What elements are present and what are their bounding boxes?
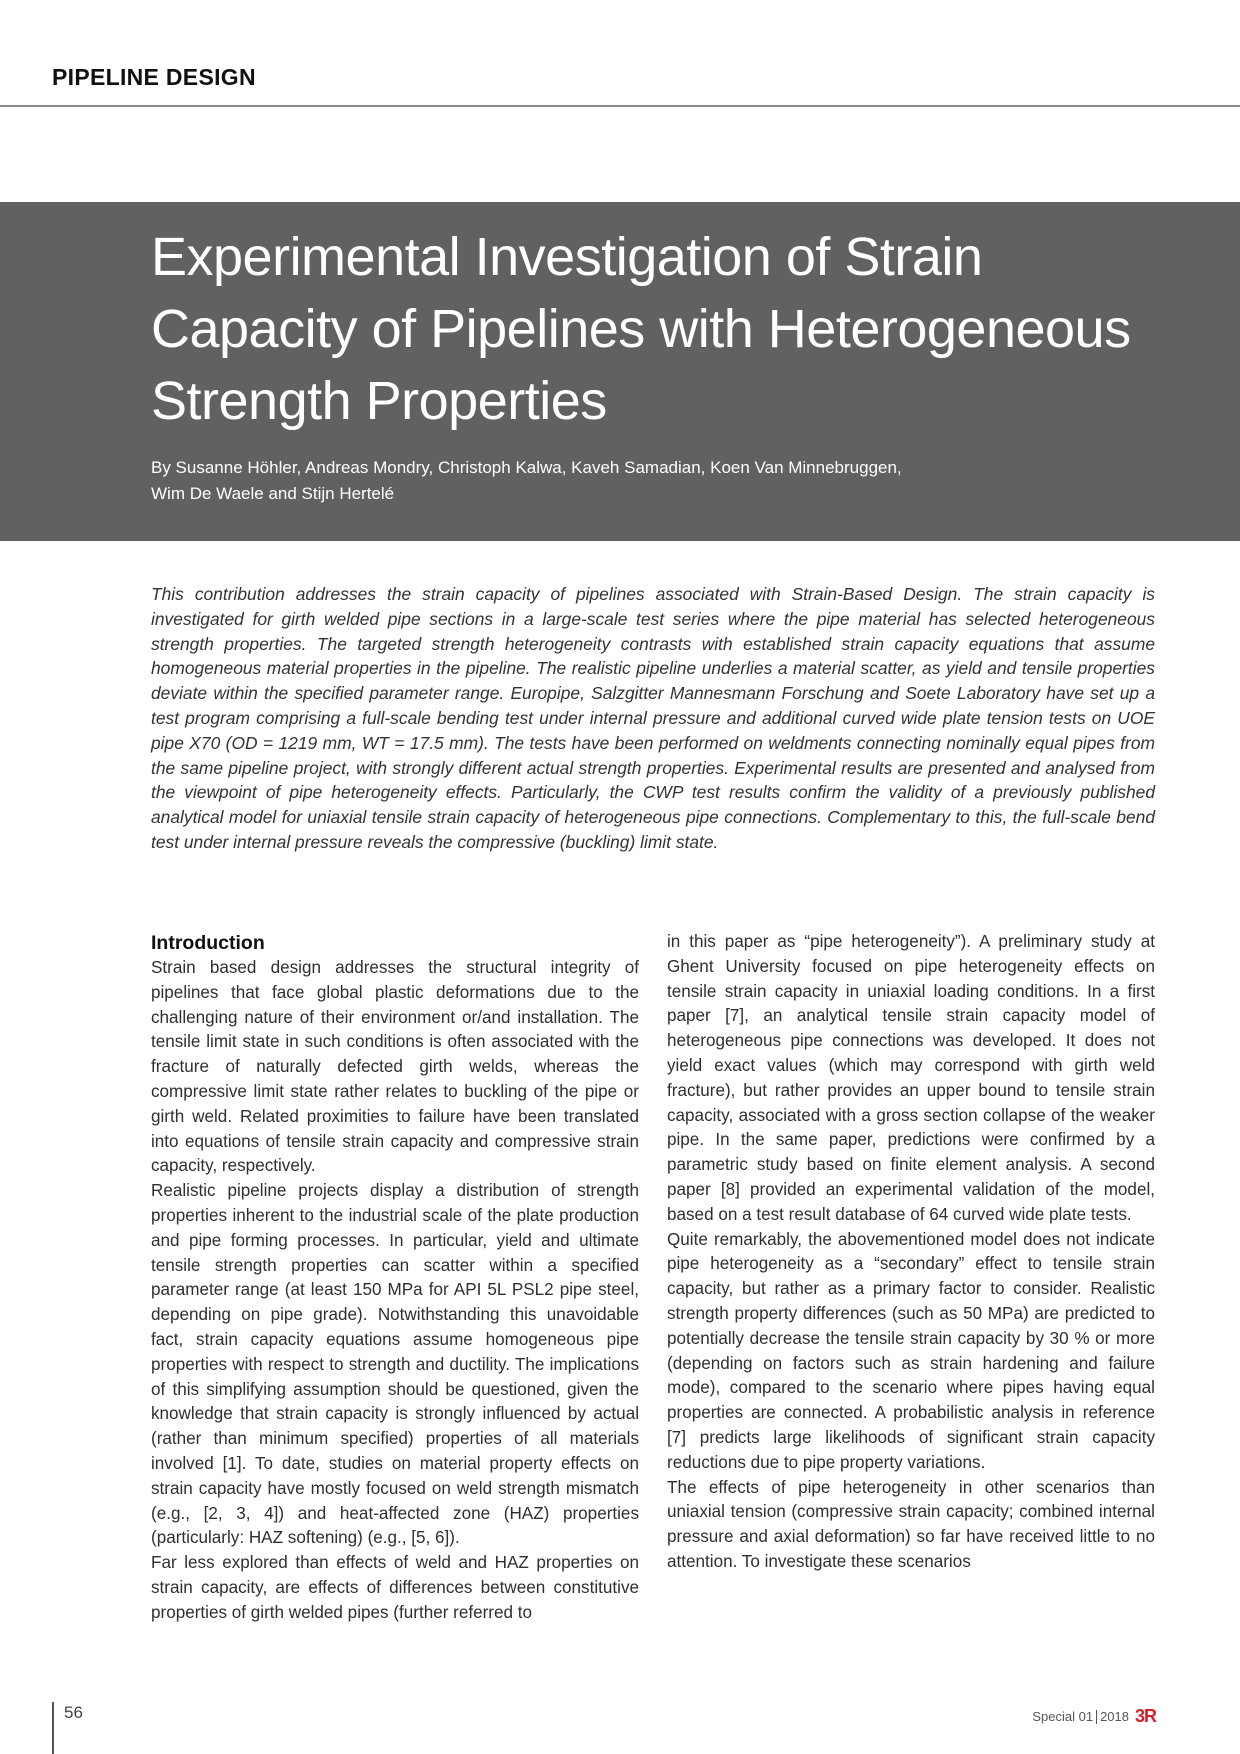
- issue-info: [1032, 1706, 1156, 1727]
- author-line: By Susanne Höhler, Andreas Mondry, Christoph Kalwa, Kaveh Samadian, Koen Van Minnebruggen,: [151, 458, 902, 477]
- title-line: Capacity of Pipelines with Heterogeneous: [151, 299, 1131, 359]
- author-line: Wim De Waele and Stijn Hertelé: [151, 484, 395, 503]
- page-number: 56: [64, 1703, 83, 1722]
- article-title: [151, 221, 1151, 437]
- issue-year: 2018: [1100, 1709, 1129, 1724]
- header-divider: [0, 105, 1240, 107]
- left-column: [151, 930, 639, 1626]
- issue-separator: [1096, 1710, 1097, 1724]
- right-column: [667, 930, 1155, 1575]
- author-list: [151, 455, 1111, 507]
- title-line: Strength Properties: [151, 371, 607, 431]
- body-paragraph: in this paper as “pipe heterogeneity”). A preliminary study at Ghent University focused on pipe heterogeneity effects on tensile strain capacity in uniaxial loading conditions. In a first paper [7], an analytical tensile strain capacity model of heterogeneous pipe connections was developed. It does not yield exact values (which may correspond with girth weld fracture), but rather provides an upper bound to tensile strain capacity, associated with a gross section collapse of the weaker pipe. In the same paper, predictions were confirmed by a parametric study based on finite element analysis. A second paper [8] provided an experimental validation of the model, based on a test result database of 64 curved wide plate tests.: [667, 932, 1155, 1224]
- body-paragraph: Strain based design addresses the structural integrity of pipelines that face global plastic deformations due to the challenging nature of their environment or/and installation. The tensile limit state in such conditions is often associated with the fracture of naturally defected girth welds, whereas the compressive limit state rather relates to buckling of the pipe or girth weld. Related proximities to failure have been translated into equations of tensile strain capacity and compressive strain capacity, respectively.: [151, 958, 639, 1176]
- abstract: This contribution addresses the strain capacity of pipelines associated with Strain-Based Design. The strain capacity is investigated for girth welded pipe sections in a large-scale test series where the pipe material has selected heterogeneous strength properties. The targeted strength heterogeneity contrasts with established strain capacity equations that assume homogeneous material properties in the pipeline. The realistic pipeline underlies a material scatter, as yield and tensile properties deviate within the specified parameter range. Europipe, Salzgitter Mannesmann Forschung and Soete Laboratory have set up a test program comprising a full-scale bending test under internal pressure and additional curved wide plate tension tests on UOE pipe X70 (OD = 1219 mm, WT = 17.5 mm). The tests have been performed on weldments connecting nominally equal pipes from the same pipeline project, with strongly different actual strength properties. Experimental results are presented and analysed from the viewpoint of pipe heterogeneity effects. Particularly, the CWP test results confirm the validity of a previously published analytical model for uniaxial tensile strain capacity of heterogeneous pipe connections. Complementary to this, the full-scale bend test under internal pressure reveals the compressive (buckling) limit state.: [151, 584, 1155, 852]
- publisher-logo: 3R: [1134, 1706, 1156, 1726]
- body-paragraph: Far less explored than effects of weld and HAZ properties on strain capacity, are effects of differences between constitutive properties of girth welded pipes (further referred to: [151, 1553, 639, 1622]
- footer-divider: [52, 1702, 54, 1754]
- section-label: PIPELINE DESIGN: [52, 64, 256, 90]
- body-paragraph: Quite remarkably, the abovementioned model does not indicate pipe heterogeneity as a “secondary” effect to tensile strain capacity, but rather as a primary factor to consider. Realistic strength property differences (such as 50 MPa) are predicted to potentially decrease the tensile strain capacity by 30 % or more (depending on factors such as strain hardening and failure mode), compared to the scenario where pipes having equal properties are connected. A probabilistic analysis in reference [7] predicts large likelihoods of significant strain capacity reductions due to pipe property variations.: [667, 1229, 1155, 1472]
- issue-label: Special 01: [1032, 1709, 1094, 1724]
- body-paragraph: The effects of pipe heterogeneity in other scenarios than uniaxial tension (compressive strain capacity; combined internal pressure and axial deformation) so far have received little to no attention. To investigate these scenarios: [667, 1477, 1155, 1571]
- title-line: Experimental Investigation of Strain: [151, 227, 983, 287]
- section-heading-introduction: Introduction: [151, 932, 265, 954]
- body-paragraph: Realistic pipeline projects display a distribution of strength properties inherent to the industrial scale of the plate production and pipe forming processes. In particular, yield and ultimate tensile strength properties can scatter within a specified parameter range (at least 150 MPa for API 5L PSL2 pipe steel, depending on pipe grade). Notwithstanding this unavoidable fact, strain capacity equations assume homogeneous pipe properties with respect to strength and ductility. The implications of this simplifying assumption should be questioned, given the knowledge that strain capacity is strongly influenced by actual (rather than minimum specified) properties of all materials involved [1]. To date, studies on material property effects on strain capacity have mostly focused on weld strength mismatch (e.g., [2, 3, 4]) and heat-affected zone (HAZ) properties (particularly: HAZ softening) (e.g., [5, 6]).: [151, 1181, 639, 1548]
